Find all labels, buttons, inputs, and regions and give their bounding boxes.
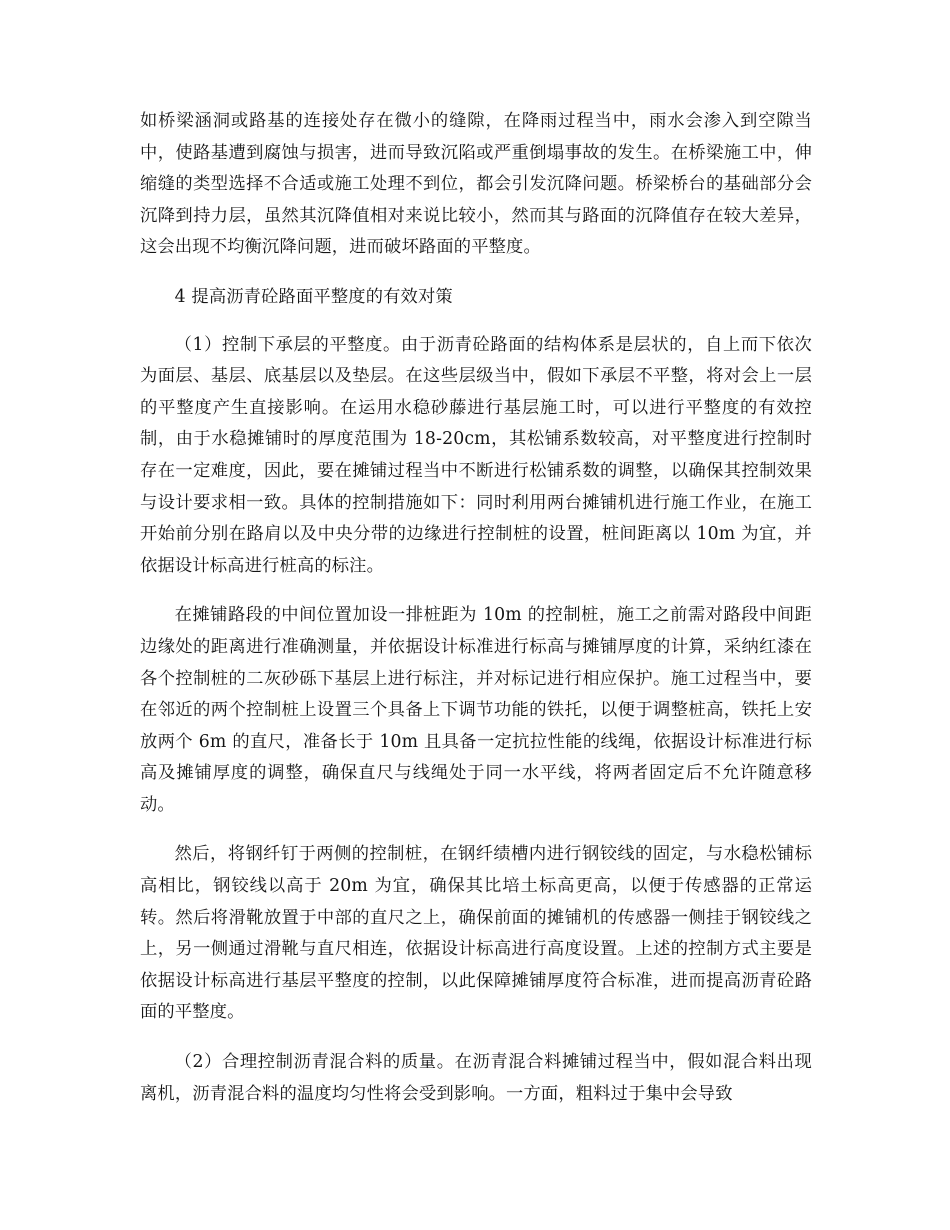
paragraph-steel-strand: 然后，将钢纤钉于两侧的控制桩，在钢纤绩槽内进行钢铰线的固定，与水稳松铺标高相比，钢铰线以高于 20m 为宜，确保其比培土标高更高，以便于传感器的正常运转。然后将滑靴放置于中部的直尺之上，确保前面的摊铺机的传感器一侧挂于钢铰线之上，另一侧通过滑靴与直尺相连，依据设计标高进行高度设置。上述的控制方式主要是依据设计标高进行基层平整度的控制，以此保障摊铺厚度符合标准，进而提高沥青砼路面的平整度。: [140, 844, 812, 1023]
paragraph-asphalt-mixture: （2）合理控制沥青混合料的质量。在沥青混合料摊铺过程当中，假如混合料出现离机，沥青混合料的温度均匀性将会受到影响。一方面，粗料过于集中会导致: [140, 1052, 812, 1104]
section-heading: 4 提高沥青砼路面平整度的有效对策: [174, 286, 453, 307]
paragraph-base-layer-control: （1）控制下承层的平整度。由于沥青砼路面的结构体系是层状的，自上而下依次为面层、基层、底基层以及垫层。在这些层级当中，假如下承层不平整，将对会上一层的平整度产生直接影响。在运用水稳砂藤进行基层施工时，可以进行平整度的有效控制，由于水稳摊铺时的厚度范围为 18-20cm，其松铺系数较高，对平整度进行控制时存在一定难度，因此，要在摊铺过程当中不断进行松铺系数的调整，以确保其控制效果与设计要求相一致。具体的控制措施如下：同时利用两台摊铺机进行施工作业，在施工开始前分别在路肩以及中央分带的边缘进行控制桩的设置，桩间距离以 10m 为宜，并依据设计标高进行桩高的标注。: [140, 334, 812, 576]
paragraph-bridge-settlement: 如桥梁涵洞或路基的连接处存在微小的缝隙，在降雨过程当中，雨水会渗入到空隙当中，使路基遭到腐蚀与损害，进而导致沉陷或严重倒塌事故的发生。在桥梁施工中，伸缩缝的类型选择不合适或施工处理不到位，都会引发沉降问题。桥梁桥台的基础部分会沉降到持力层，虽然其沉降值相对来说比较小，然而其与路面的沉降值存在较大差异，这会出现不均衡沉降问题，进而破坏路面的平整度。: [140, 111, 812, 258]
document-body: [140, 106, 812, 1128]
paragraph-control-piles: 在摊铺路段的中间位置加设一排桩距为 10m 的控制桩，施工之前需对路段中间距边缘处的距离进行准确测量，并依据设计标准进行标高与摊铺厚度的计算，采纳红漆在各个控制桩的二灰砂砾下基层上进行标注，并对标记进行相应保护。施工过程当中，要在邻近的两个控制桩上设置三个具备上下调节功能的铁托，以便于调整桩高，铁托上安放两个 6m 的直尺，准备长于 10m 且具备一定抗拉性能的线绳，依据设计标准进行标高及摊铺厚度的调整，确保直尺与线绳处于同一水平线，将两者固定后不允许随意移动。: [140, 605, 812, 815]
